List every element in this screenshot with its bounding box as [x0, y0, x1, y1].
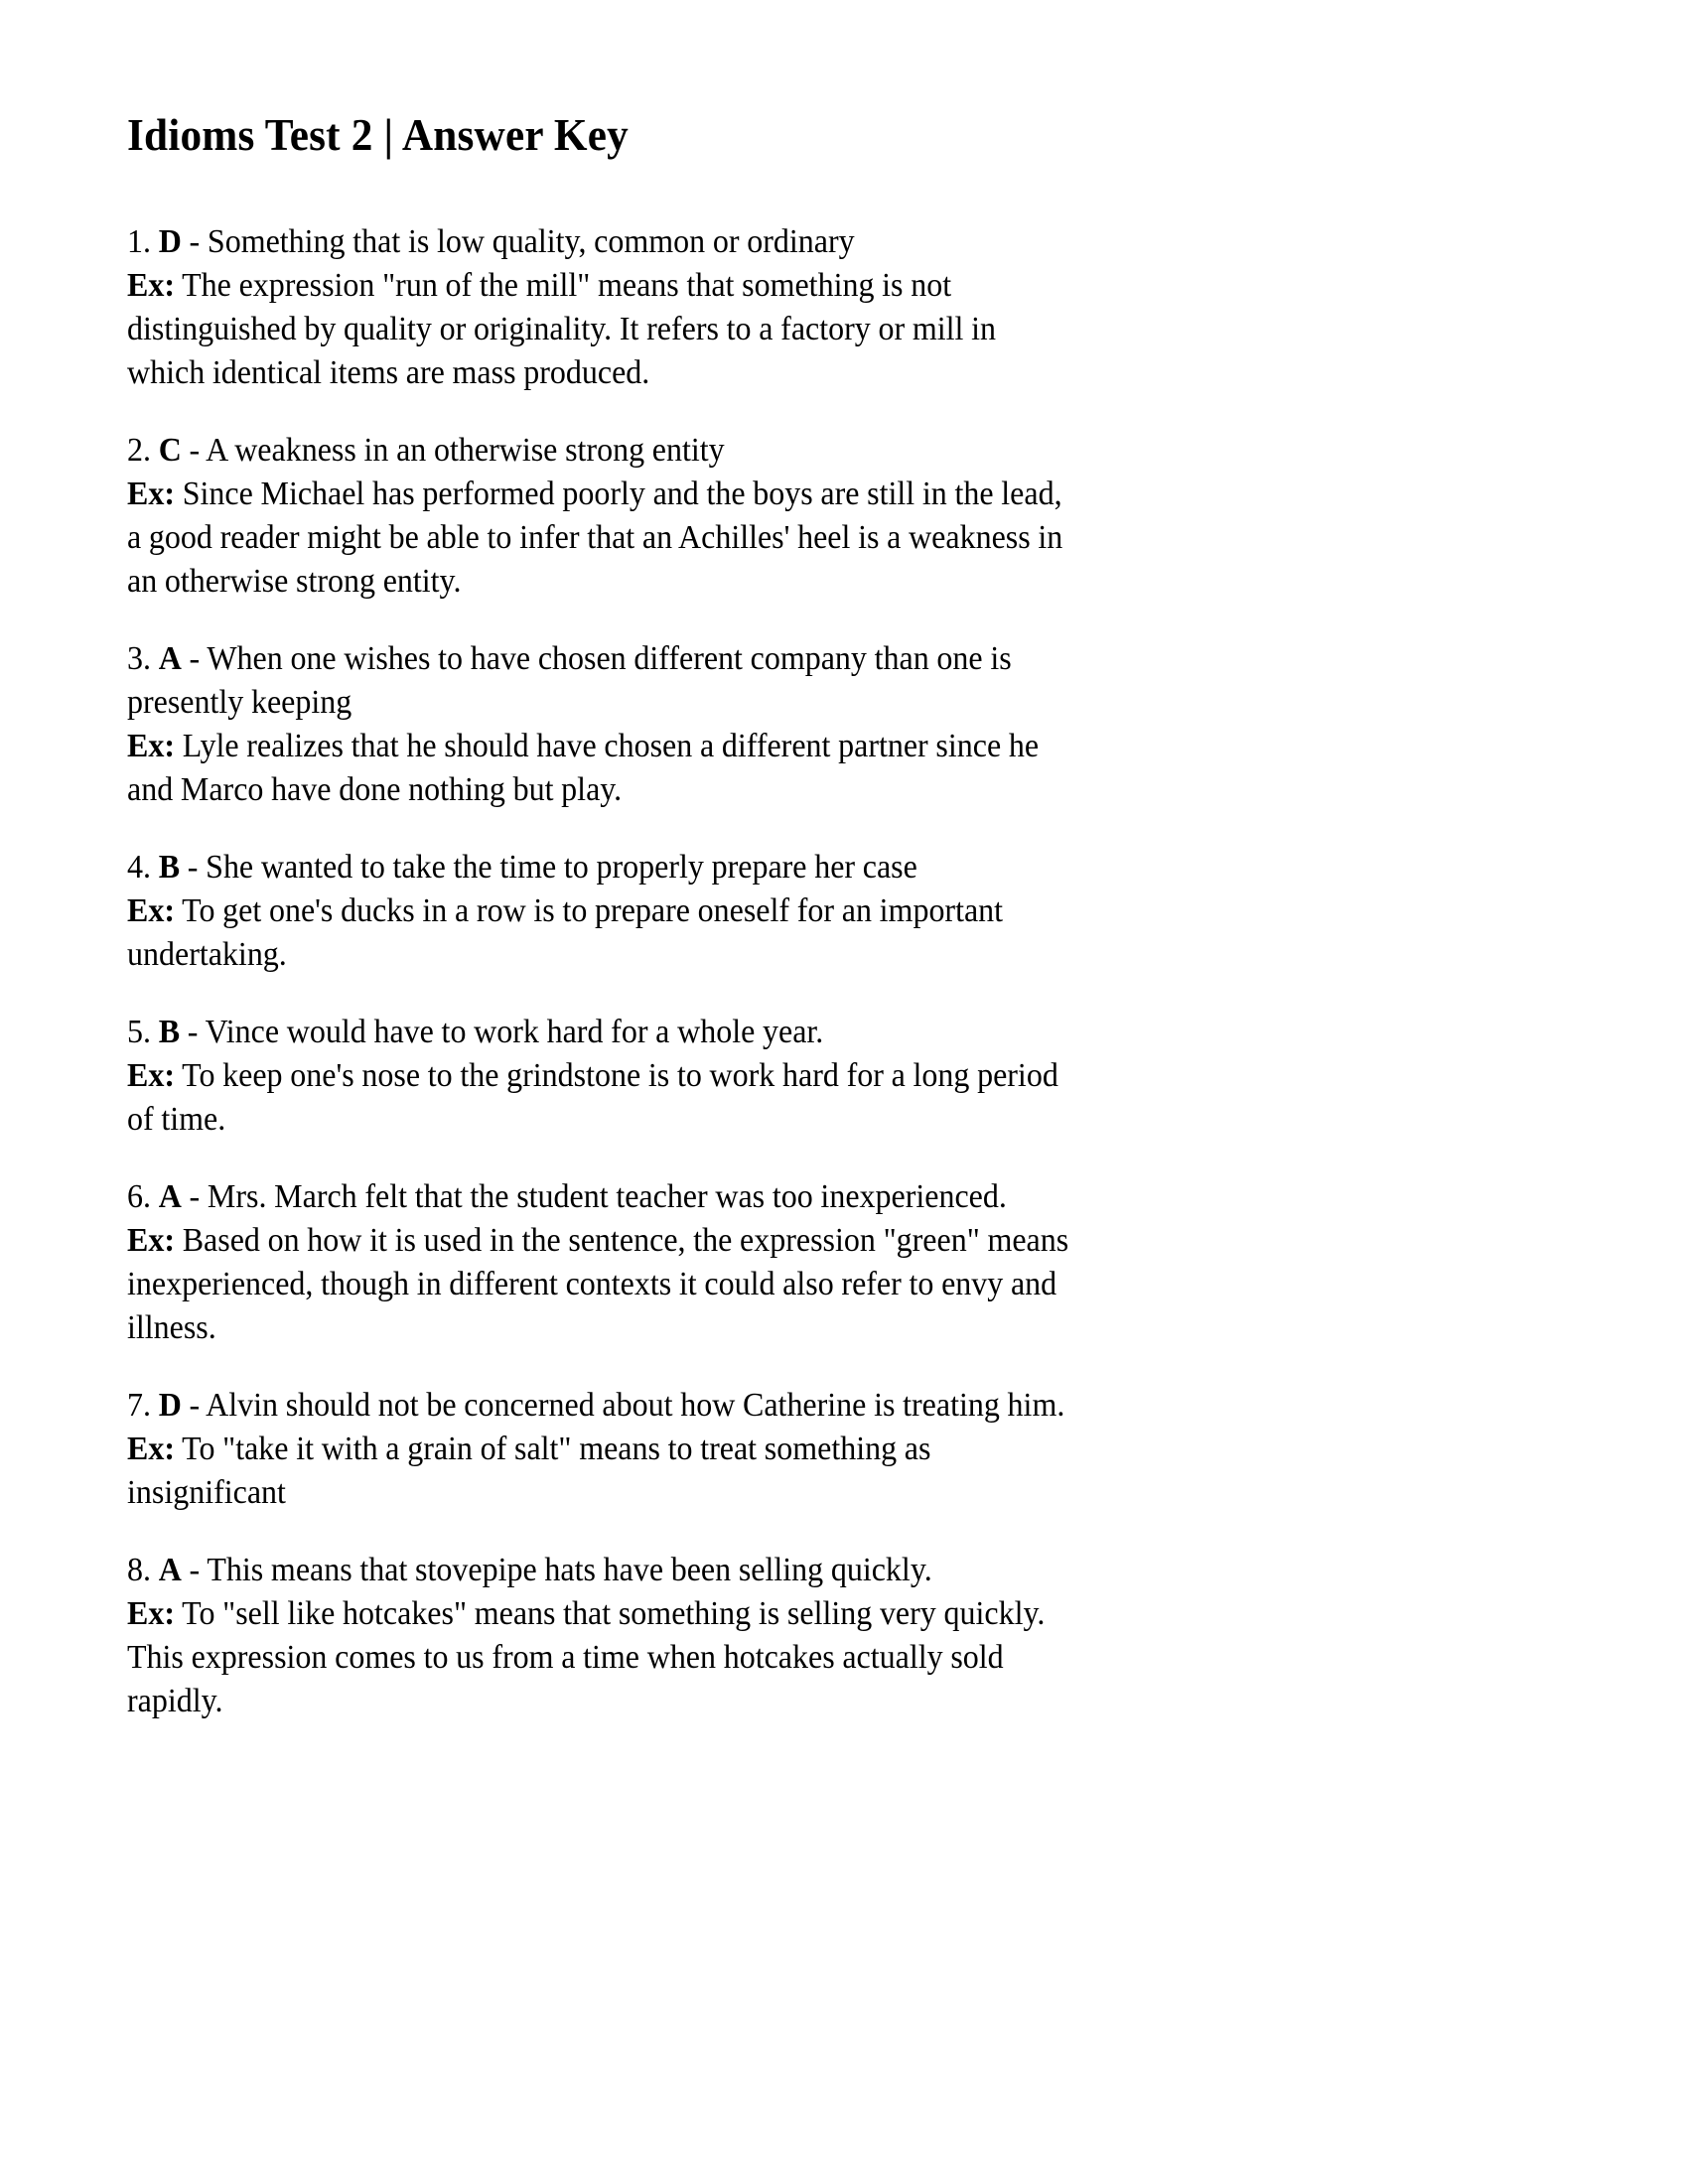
answer-letter: D	[158, 223, 182, 260]
answer-item	[127, 429, 1080, 604]
answer-number: 5.	[127, 1014, 151, 1050]
answer-item	[127, 846, 1080, 977]
answer-item	[127, 1384, 1080, 1515]
answer-item	[127, 1549, 1080, 1723]
answer-letter: B	[158, 1014, 181, 1050]
answer-separator: -	[189, 1387, 201, 1424]
answer-line	[127, 1175, 1080, 1219]
example-text: To keep	[182, 1057, 291, 1094]
answer-item	[127, 637, 1080, 812]
answer-text: When one wishes to have chosen different company than one is presently keeping	[127, 640, 1012, 721]
answer-line	[127, 1384, 1080, 1428]
answer-line	[127, 637, 1080, 725]
example-label: Ex:	[127, 1057, 175, 1094]
example-text: To get one's ducks in a row is to prepare oneself for an important undertaking.	[127, 892, 1004, 973]
document-content	[127, 107, 1080, 1723]
answer-item	[127, 220, 1080, 395]
example-line	[127, 1219, 1080, 1350]
answer-number: 8.	[127, 1552, 151, 1588]
answer-line	[127, 1011, 1080, 1054]
example-label: Ex:	[127, 728, 175, 764]
answer-line	[127, 429, 1080, 473]
answer-list	[127, 220, 1080, 1723]
example-line	[127, 473, 1080, 604]
answer-number: 4.	[127, 849, 151, 886]
example-text: To "sell like hotcakes" means that something is selling very quickly. This expression comes to us from a time when hotcakes actually sold rapidly.	[127, 1595, 1046, 1719]
answer-separator: -	[187, 849, 199, 886]
example-line	[127, 1592, 1080, 1723]
answer-letter: A	[158, 1178, 182, 1215]
example-text: Based on how it is used in the sentence, the expression	[182, 1222, 884, 1259]
example-text: To "take it with a grain of salt" means to treat something as insignificant	[127, 1431, 931, 1511]
answer-letter: A	[158, 640, 182, 677]
example-label: Ex:	[127, 476, 175, 512]
answer-letter: A	[158, 1552, 182, 1588]
answer-number: 6.	[127, 1178, 151, 1215]
example-label: Ex:	[127, 1431, 175, 1467]
example-label: Ex:	[127, 267, 175, 304]
example-line	[127, 889, 1080, 977]
answer-number: 1.	[127, 223, 151, 260]
answer-separator: -	[189, 432, 201, 469]
answer-text: Something that is low quality, common or ordinary	[207, 223, 855, 260]
answer-text: Mrs. March felt that the student teacher was too inexperienced.	[207, 1178, 1007, 1215]
answer-separator: -	[189, 1178, 201, 1215]
answer-line	[127, 1549, 1080, 1592]
example-label: Ex:	[127, 1222, 175, 1259]
answer-number: 2.	[127, 432, 151, 469]
answer-separator: -	[187, 1014, 199, 1050]
answer-line	[127, 220, 1080, 264]
answer-item	[127, 1175, 1080, 1350]
answer-letter: B	[158, 849, 181, 886]
answer-separator: -	[189, 640, 201, 677]
example-text: Since Michael has performed poorly and the boys are still in the lead, a good reader might be able to infer that an Achilles' heel is a weakness in an otherwise strong entity.	[127, 476, 1063, 600]
example-emphasis: "green"	[883, 1222, 980, 1259]
answer-text: Vince would have to work hard for a whole year.	[205, 1014, 824, 1050]
answer-letter: D	[158, 1387, 182, 1424]
page-title: Idioms Test 2 | Answer Key	[127, 109, 629, 160]
answer-item	[127, 1011, 1080, 1142]
example-line	[127, 725, 1080, 812]
answer-separator: -	[189, 1552, 201, 1588]
example-line	[127, 1054, 1080, 1142]
example-label: Ex:	[127, 1595, 175, 1632]
answer-text: Alvin should not be concerned about how Catherine is treating him.	[206, 1387, 1065, 1424]
example-line	[127, 1428, 1080, 1515]
example-text: Lyle realizes that he should have chosen a different partner since he and Marco have done nothing but play.	[127, 728, 1040, 808]
example-emphasis: one's nose to the grindstone	[290, 1057, 641, 1094]
answer-letter: C	[158, 432, 182, 469]
example-text: The expression "run of the mill" means that something is not distinguished by quality or originality. It refers to a factory or mill in which identical items are mass produced.	[127, 267, 996, 391]
example-text: means inexperienced, though in different contexts it could also refer to envy and illness.	[127, 1222, 1069, 1346]
answer-text: This means that stovepipe hats have been selling quickly.	[207, 1552, 932, 1588]
answer-text: She wanted to take the time to properly prepare her case	[206, 849, 917, 886]
answer-line	[127, 846, 1080, 889]
example-text: is to work hard for a long period of time.	[127, 1057, 1058, 1138]
answer-number: 7.	[127, 1387, 151, 1424]
answer-number: 3.	[127, 640, 151, 677]
example-label: Ex:	[127, 892, 175, 929]
answer-separator: -	[189, 223, 201, 260]
answer-text: A weakness in an otherwise strong entity	[206, 432, 725, 469]
example-line	[127, 264, 1080, 395]
